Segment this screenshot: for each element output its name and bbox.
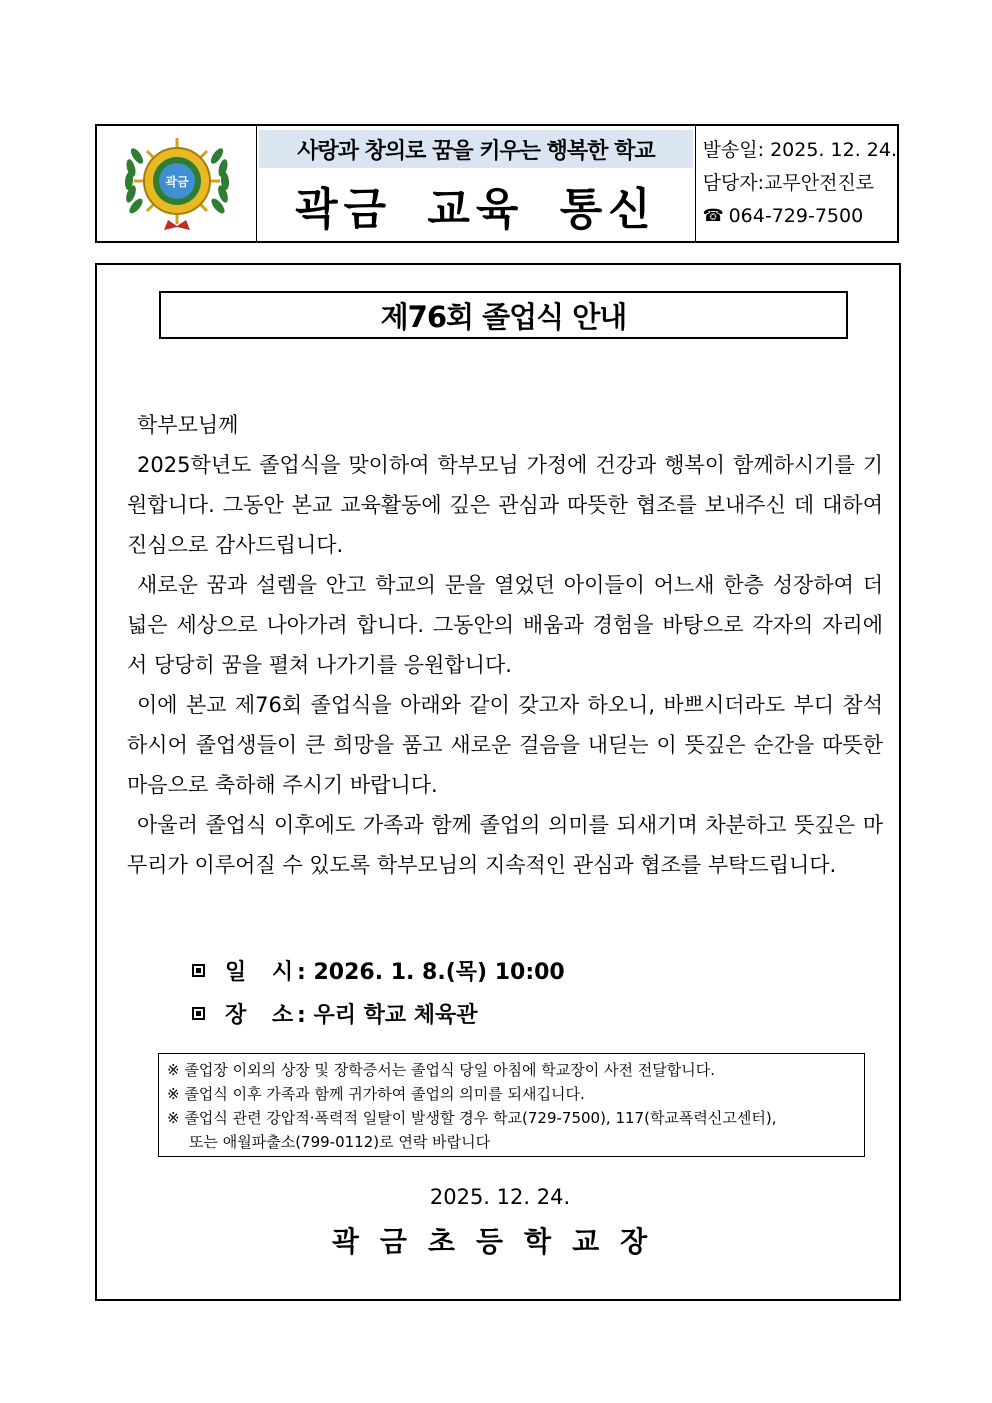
signature-date: 2025. 12. 24. — [429, 1185, 571, 1209]
detail-value: : 2026. 1. 8.(목) 10:00 — [297, 960, 565, 985]
event-details — [192, 949, 565, 1035]
newsletter-header — [95, 124, 899, 243]
logo-text: 곽금 — [165, 174, 189, 189]
detail-row-place — [192, 992, 565, 1035]
newsletter-title: 곽금 교육 통신 — [295, 183, 657, 235]
contact-person: 담당자:교무안전진로 — [702, 172, 875, 194]
title-cell — [257, 126, 695, 241]
paragraph-4: 아울러 졸업식 이후에도 가족과 함께 졸업의 의미를 되새기며 차분하고 뜻깊은 마무리가 이루어질 수 있도록 학부모님의 지속적인 관심과 협조를 부탁드립니다. — [127, 813, 883, 877]
detail-row-datetime — [192, 949, 565, 992]
signature-principal: 곽금초등학교장 — [331, 1225, 669, 1258]
issue-info — [696, 126, 897, 241]
detail-label: 장 소 — [225, 1003, 294, 1028]
square-bullet-icon — [192, 1007, 205, 1020]
note-item: ※ 졸업식 관련 강압적·폭력적 일탈이 발생할 경우 학교(729-7500), 117(학교폭력신고센터), — [167, 1109, 777, 1127]
issue-date: 발송일: 2025. 12. 24. — [702, 139, 897, 161]
note-item: ※ 졸업장 이외의 상장 및 장학증서는 졸업식 당일 아침에 학교장이 사전 전달합니다. — [167, 1061, 715, 1079]
salutation: 학부모님께 — [137, 413, 239, 437]
paragraph-2: 새로운 꿈과 설렘을 안고 학교의 문을 열었던 아이들이 어느새 한층 성장하여 더 넓은 세상으로 나아가려 합니다. 그동안의 배움과 경험을 바탕으로 각자의 자리에서 당당히 꿈을 펼쳐 나가기를 응원합니다. — [127, 573, 883, 677]
school-slogan: 사랑과 창의로 꿈을 키우는 행복한 학교 — [259, 130, 693, 168]
telephone-icon: ☎ — [702, 206, 724, 226]
phone-number: 064-729-7500 — [728, 205, 864, 227]
note-item: ※ 졸업식 이후 가족과 함께 귀가하여 졸업의 의미를 되새깁니다. — [167, 1085, 585, 1103]
paragraph-3: 이에 본교 제76회 졸업식을 아래와 같이 갖고자 하오니, 바쁘시더라도 부디 참석하시어 졸업생들이 큰 희망을 품고 새로운 걸음을 내딛는 이 뜻깊은 순간을 따뜻한 마음으로 축하해 주시기 바랍니다. — [127, 693, 883, 797]
document-title: 제76회 졸업식 안내 — [159, 291, 848, 339]
note-item-continued: 또는 애월파출소(799-0112)로 연락 바랍니다 — [189, 1133, 491, 1151]
phone-row — [703, 200, 897, 233]
notice-frame — [95, 263, 901, 1301]
notice-body — [127, 405, 883, 885]
detail-label: 일 시 — [225, 960, 294, 985]
school-emblem-logo — [118, 134, 236, 234]
logo-cell — [97, 126, 257, 241]
square-bullet-icon — [192, 964, 205, 977]
paragraph-1: 2025학년도 졸업식을 맞이하여 학부모님 가정에 건강과 행복이 함께하시기를 기원합니다. 그동안 본교 교육활동에 깊은 관심과 따뜻한 협조를 보내주신 데 대하여 진심으로 감사드립니다. — [127, 453, 883, 557]
detail-value: : 우리 학교 체육관 — [297, 1003, 478, 1028]
notes-box — [158, 1053, 865, 1157]
